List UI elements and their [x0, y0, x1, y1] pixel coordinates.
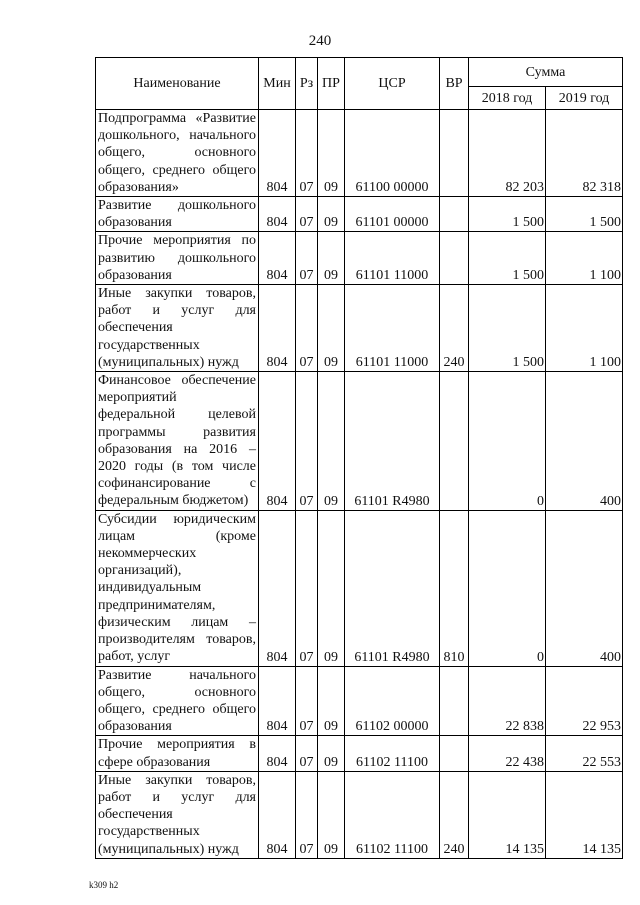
- row-sum-2019: 1 500: [546, 197, 623, 232]
- row-vr: 240: [440, 771, 469, 858]
- row-pr: 09: [318, 736, 345, 771]
- row-rz: 07: [296, 510, 318, 666]
- row-rz: 07: [296, 197, 318, 232]
- row-csr: 61102 00000: [345, 666, 440, 736]
- row-name: Иные закупки товаров, работ и услуг для обеспечения государственных (муниципальных) нужд: [96, 771, 259, 858]
- row-vr: [440, 232, 469, 285]
- row-rz: 07: [296, 736, 318, 771]
- row-name: Подпрограмма «Развитие дошкольного, начального общего, основного общего, среднего общего образования»: [96, 110, 259, 197]
- row-sum-2018: 1 500: [469, 232, 546, 285]
- row-rz: 07: [296, 666, 318, 736]
- footer-document-code: k309 h2: [89, 880, 119, 890]
- row-pr: 09: [318, 197, 345, 232]
- row-sum-2019: 1 100: [546, 285, 623, 372]
- row-sum-2019: 14 135: [546, 771, 623, 858]
- row-csr: 61101 11000: [345, 285, 440, 372]
- row-sum-2018: 22 838: [469, 666, 546, 736]
- table-row: [96, 372, 623, 511]
- row-sum-2019: 22 953: [546, 666, 623, 736]
- row-csr: 61100 00000: [345, 110, 440, 197]
- row-csr: 61101 R4980: [345, 372, 440, 511]
- row-csr: 61102 11100: [345, 736, 440, 771]
- row-name: Прочие мероприятия в сфере образования: [96, 736, 259, 771]
- table-row: [96, 771, 623, 858]
- row-min: 804: [259, 510, 296, 666]
- row-sum-2019: 82 318: [546, 110, 623, 197]
- row-rz: 07: [296, 285, 318, 372]
- row-sum-2018: 1 500: [469, 285, 546, 372]
- row-pr: 09: [318, 110, 345, 197]
- row-rz: 07: [296, 771, 318, 858]
- row-sum-2018: 1 500: [469, 197, 546, 232]
- header-csr: ЦСР: [345, 58, 440, 110]
- row-vr: [440, 372, 469, 511]
- table-row: [96, 285, 623, 372]
- row-csr: 61101 11000: [345, 232, 440, 285]
- row-sum-2019: 1 100: [546, 232, 623, 285]
- row-vr: [440, 197, 469, 232]
- row-pr: 09: [318, 285, 345, 372]
- row-min: 804: [259, 736, 296, 771]
- budget-table: [95, 57, 623, 859]
- row-min: 804: [259, 771, 296, 858]
- table-row: [96, 510, 623, 666]
- row-sum-2018: 0: [469, 372, 546, 511]
- header-vr: ВР: [440, 58, 469, 110]
- row-vr: [440, 736, 469, 771]
- row-vr: [440, 110, 469, 197]
- row-pr: 09: [318, 510, 345, 666]
- row-sum-2018: 0: [469, 510, 546, 666]
- table-row: [96, 232, 623, 285]
- row-min: 804: [259, 232, 296, 285]
- header-year-2018: 2018 год: [469, 87, 546, 110]
- row-sum-2019: 400: [546, 510, 623, 666]
- row-pr: 09: [318, 372, 345, 511]
- row-name: Субсидии юридическим лицам (кроме некоммерческих организаций), индивидуальным предпринимателям, физическим лицам – производителям товаров, работ, услуг: [96, 510, 259, 666]
- header-name: Наименование: [96, 58, 259, 110]
- row-name: Финансовое обеспечение мероприятий федеральной целевой программы развития образования на 2016 – 2020 годы (в том числе софинансирование с федеральным бюджетом): [96, 372, 259, 511]
- row-csr: 61102 11100: [345, 771, 440, 858]
- table-row: [96, 736, 623, 771]
- header-rz: Рз: [296, 58, 318, 110]
- page-number: 240: [308, 33, 332, 49]
- row-csr: 61101 R4980: [345, 510, 440, 666]
- header-min: Мин: [259, 58, 296, 110]
- row-rz: 07: [296, 372, 318, 511]
- row-name: Развитие начального общего, основного общего, среднего общего образования: [96, 666, 259, 736]
- row-pr: 09: [318, 666, 345, 736]
- row-min: 804: [259, 197, 296, 232]
- row-rz: 07: [296, 232, 318, 285]
- row-vr: 810: [440, 510, 469, 666]
- row-name: Прочие мероприятия по развитию дошкольного образования: [96, 232, 259, 285]
- row-pr: 09: [318, 771, 345, 858]
- row-csr: 61101 00000: [345, 197, 440, 232]
- row-min: 804: [259, 285, 296, 372]
- row-vr: [440, 666, 469, 736]
- row-sum-2019: 22 553: [546, 736, 623, 771]
- table-body: [96, 110, 623, 859]
- header-year-2019: 2019 год: [546, 87, 623, 110]
- row-sum-2018: 14 135: [469, 771, 546, 858]
- header-pr: ПР: [318, 58, 345, 110]
- row-vr: 240: [440, 285, 469, 372]
- row-min: 804: [259, 666, 296, 736]
- table-row: [96, 666, 623, 736]
- row-rz: 07: [296, 110, 318, 197]
- row-sum-2018: 22 438: [469, 736, 546, 771]
- row-name: Развитие дошкольного образования: [96, 197, 259, 232]
- row-min: 804: [259, 110, 296, 197]
- row-min: 804: [259, 372, 296, 511]
- row-sum-2019: 400: [546, 372, 623, 511]
- header-sum: Сумма: [469, 58, 623, 87]
- row-pr: 09: [318, 232, 345, 285]
- row-name: Иные закупки товаров, работ и услуг для обеспечения государственных (муниципальных) нужд: [96, 285, 259, 372]
- table-row: [96, 197, 623, 232]
- table-row: [96, 110, 623, 197]
- row-sum-2018: 82 203: [469, 110, 546, 197]
